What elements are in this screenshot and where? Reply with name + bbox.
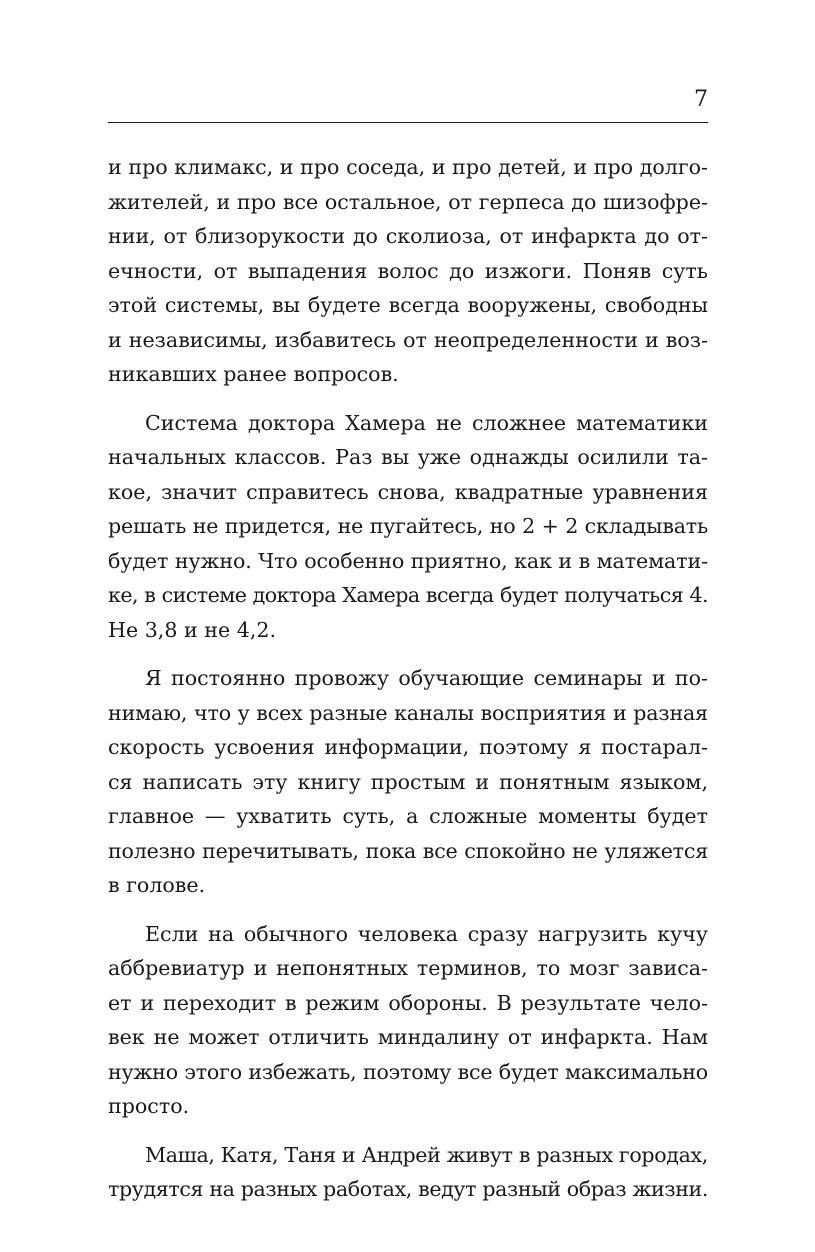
body-text [108,150,708,1207]
text-line: ся написать эту книгу простым и понятным языком, [108,769,708,794]
text-line: нимаю, что у всех разные каналы восприятия и разная [108,700,708,725]
text-line: жителей, и про все остальное, от герпеса до шизофре- [108,189,708,214]
text-line: начальных классов. Раз вы уже однажды осилили та- [108,445,708,469]
text-line: Не 3,8 и не 4,2. [108,617,277,642]
text-line: в голове. [108,873,206,897]
paragraph [108,406,708,648]
text-line: ке, в системе доктора Хамера всегда будет получаться 4. [108,583,708,607]
paragraph [108,917,708,1124]
text-line: этой системы, вы будете всегда вооружены, свободны [108,293,708,317]
header-rule [108,122,708,123]
text-line: аббревиатур и непонятных терминов, то мозг зависа- [108,956,708,980]
paragraph [108,150,708,392]
text-line: кое, значит справитесь снова, квадратные уравнения [108,479,708,504]
text-line: скорость усвоения информации, поэтому я постарал- [108,735,708,759]
text-line: век не может отличить миндалину от инфаркта. Нам [108,1025,708,1049]
text-line: решать не придется, не пугайтесь, но 2 + 2 складывать [108,514,708,538]
paragraph [108,1138,708,1207]
text-line: полезно перечитывать, пока все спокойно не уляжется [108,838,708,863]
text-line: Если на обычного человека сразу нагрузить кучу [145,921,708,946]
text-line: просто. [108,1094,190,1118]
text-line: Маша, Катя, Таня и Андрей живут в разных городах, [145,1142,708,1167]
paragraph [108,661,708,903]
text-line: ет и переходит в режим обороны. В результате чело- [108,990,708,1015]
text-line: и про климакс, и про соседа, и про детей, и про долго- [108,155,708,179]
text-line: трудятся на разных работах, ведут разный образ жизни. [108,1177,708,1201]
page-number: 7 [694,87,708,112]
text-line: нужно этого избежать, поэтому все будет максимально [108,1059,708,1084]
text-line: нии, от близорукости до сколиоза, от инфаркта до от- [108,224,708,248]
text-line: Система доктора Хамера не сложнее математики [145,410,708,435]
text-line: Я постоянно провожу обучающие семинары и по- [145,666,708,690]
text-line: никавших ранее вопросов. [108,362,399,386]
text-line: будет нужно. Что особенно приятно, как и в математи- [108,548,708,573]
text-line: главное — ухватить суть, а сложные моменты будет [108,804,708,828]
text-line: ечности, от выпадения волос до изжоги. Поняв суть [108,258,708,283]
text-line: и независимы, избавитесь от неопределенности и воз- [108,327,708,352]
